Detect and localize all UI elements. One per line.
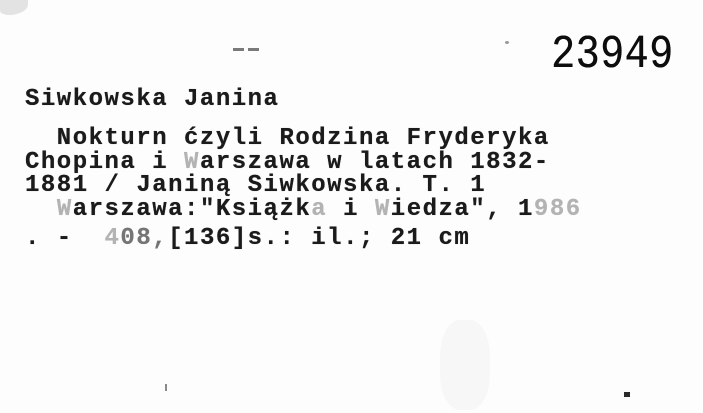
catalog-text-segment: . - xyxy=(25,225,105,252)
catalog-text-segment: iedza", xyxy=(390,195,519,223)
catalog-text-segment: arszawa w latach 1832- xyxy=(199,148,550,176)
catalog-line xyxy=(25,174,582,198)
catalog-text-segment: W xyxy=(184,148,200,176)
scan-speck xyxy=(233,48,244,51)
catalog-text-segment: W xyxy=(374,195,391,223)
catalog-text-segment: Nokturn ćzyli Rodzina Fryderyka xyxy=(25,125,550,152)
catalog-text-segment: i xyxy=(327,195,375,223)
catalog-text-segment: W xyxy=(56,195,73,223)
catalog-text-segment xyxy=(25,196,57,223)
catalog-line xyxy=(25,127,582,151)
catalog-text-segment: a xyxy=(311,195,328,223)
catalog-body xyxy=(25,127,582,251)
scan-speck xyxy=(165,384,167,391)
catalog-text-segment: [136]s.: il.; 21 cm xyxy=(168,225,471,252)
catalog-line xyxy=(25,195,582,223)
scan-smudge xyxy=(0,0,28,15)
author-heading: Siwkowska Janina xyxy=(25,86,280,113)
catalog-line xyxy=(25,227,582,251)
catalog-text-segment: 1 xyxy=(518,195,534,223)
catalog-text-segment: arszawa:"Książk xyxy=(72,195,312,223)
accession-number-stamp: 23949 xyxy=(551,29,674,83)
catalog-text-segment: 986 xyxy=(533,195,582,223)
catalog-text-segment: 4 xyxy=(104,225,121,252)
catalog-line xyxy=(25,148,582,176)
scan-speck xyxy=(505,41,509,44)
catalog-text-segment: 08, xyxy=(120,225,169,252)
catalog-text-segment: 1881 / Janiną Siwkowska. T. 1 xyxy=(25,172,487,199)
scan-speck xyxy=(624,392,630,397)
catalog-text-segment: Chopina i xyxy=(25,148,185,176)
scan-smudge xyxy=(440,320,490,410)
